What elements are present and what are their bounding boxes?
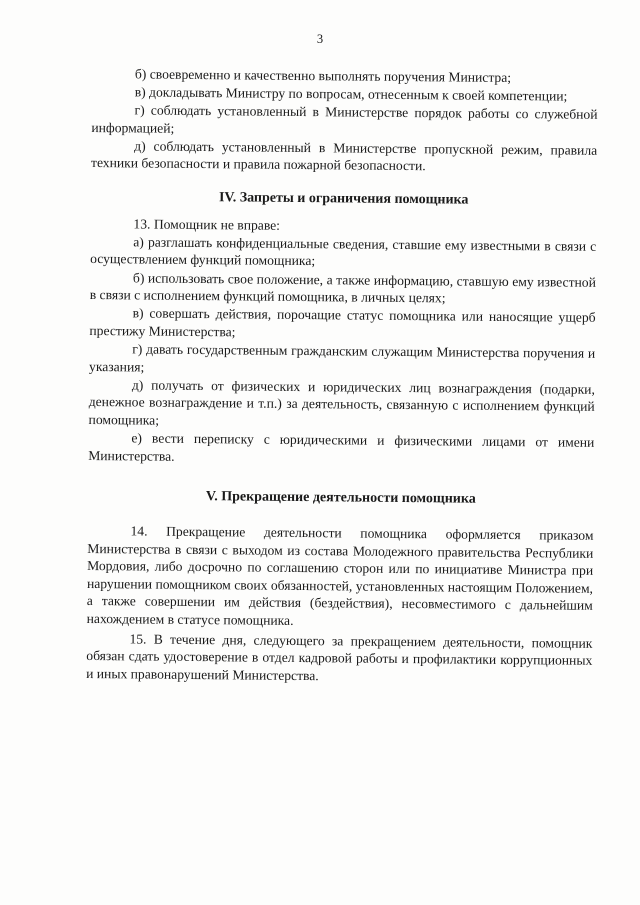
page-number: 3 xyxy=(316,32,324,46)
restriction-item-a: а) разглашать конфиденциальные сведения, ставшие ему известными в связи с осуществлением функций помощника; xyxy=(90,234,597,269)
restriction-item-e: е) вести переписку с юридическими и физическими лицами от имени Министерства. xyxy=(88,430,595,464)
section-v-heading: V. Прекращение деятельности помощника xyxy=(205,489,476,508)
duty-item-g: г) соблюдать установленный в Министерстве порядок работы со служебной информацией; xyxy=(91,102,598,136)
section-iv-lead: 13. Помощник не вправе: xyxy=(133,215,281,233)
duty-item-b: б) своевременно и качественно выполнять поручения Министра; xyxy=(134,66,512,85)
restriction-item-g: г) давать государственным гражданским служащим Министерства поручения и указания; xyxy=(89,341,596,375)
section-iv-heading: IV. Запреты и ограничения помощника xyxy=(218,190,469,208)
termination-paragraph-15: 15. В течение дня, следующего за прекращением деятельности, помощник обязан сдать удостоверение в отдел кадровой работы и профилактики коррупционных и иных правонарушений Министерства. xyxy=(86,630,593,683)
restriction-item-v: в) совершать действия, порочащие статус помощника или наносящие ущерб престижу Министерства; xyxy=(89,305,596,340)
restriction-item-b: б) использовать свое положение, а также информацию, ставшую ему известной в связи с исполнением функций помощника, в личных целях; xyxy=(89,269,597,306)
duty-item-d: д) соблюдать установленный в Министерстве пропускной режим, правила техники безопасности и правила пожарной безопасности. xyxy=(90,138,598,174)
duty-item-v: в) докладывать Министру по вопросам, отнесенным к своей компетенции; xyxy=(134,84,568,104)
termination-paragraph-14: 14. Прекращение деятельности помощника оформляется приказом Министерства в связи с выходом из состава Молодежного правительства Республики Мордовия, либо досрочно по соглашению сторон или по инициативе Министра при нарушении помощником своих обязанностей, установленных настоящим Положением, а также совершении им действия (бездействия), несовместимого с дальнейшим нахождением в статусе помощника. xyxy=(86,523,594,628)
document-body xyxy=(86,64,598,687)
restriction-item-d: д) получать от физических и юридических лиц вознаграждения (подарки, денежное вознаграждение и т.п.) за деятельность, связанную с исполнением функций помощника; xyxy=(88,377,595,428)
